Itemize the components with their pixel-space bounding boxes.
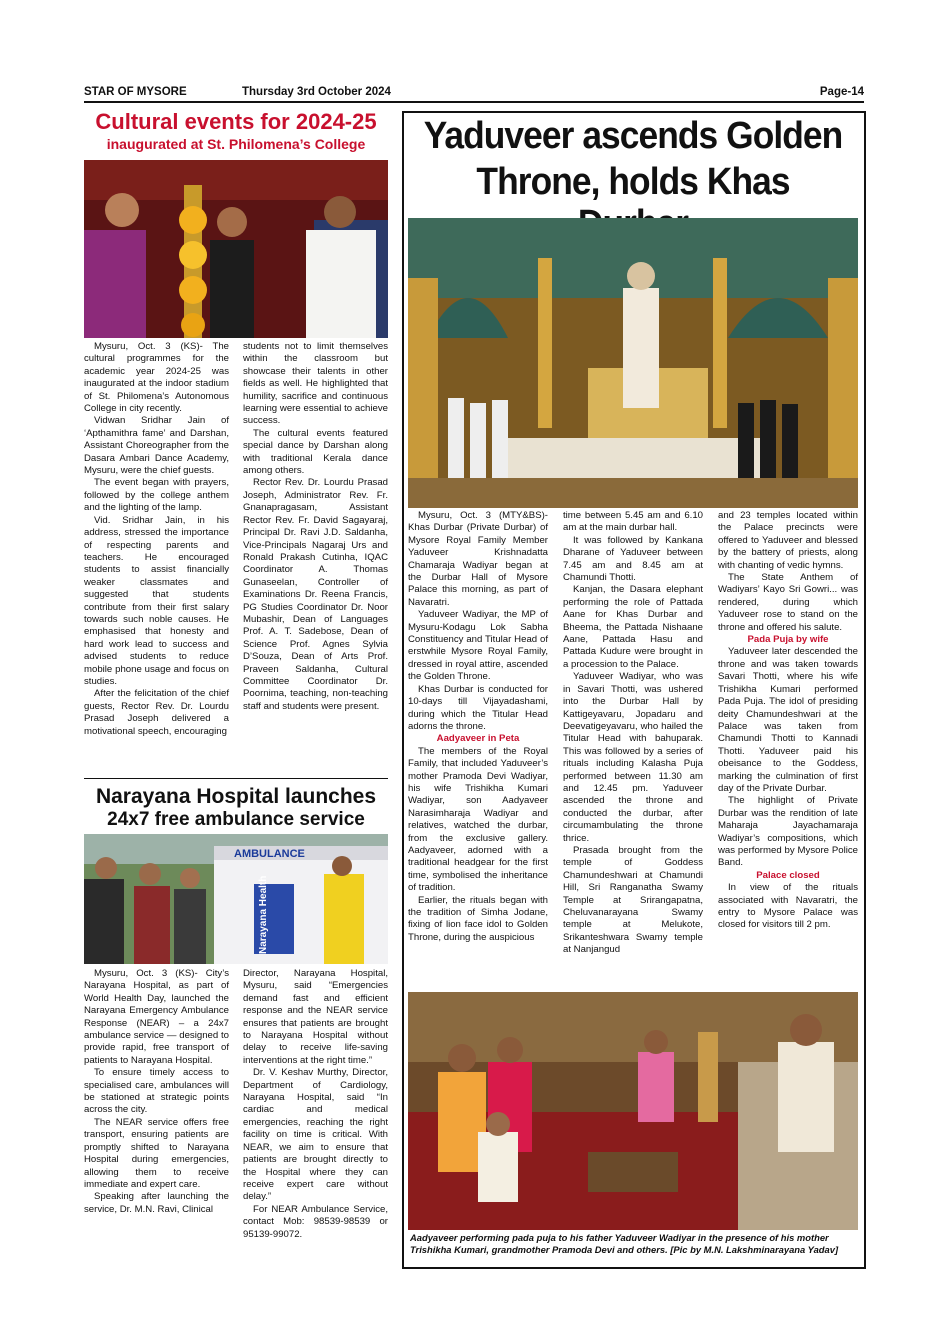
story1-col2 bbox=[243, 341, 388, 713]
subhead-palace-closed: Palace closed bbox=[756, 869, 820, 881]
story1-subhead: inaugurated at St. Philomena’s College bbox=[106, 136, 366, 152]
paragraph: Mysuru, Oct. 3 (MTY&BS)- Khas Durbar (Private Durbar) of Mysore Royal Family Member Yaduveer Krishnadatta Chamaraja Wadiyar began at the Durbar Hall of Mysore Palace this morning, as part of Navaratri. bbox=[408, 510, 548, 608]
paragraph: students not to limit themselves within the classroom but showcase their talents in other fields as well. He highlighted that humility, sacrifice and continuous learning were essential to achieve success. bbox=[243, 341, 388, 427]
story3-col3 bbox=[718, 510, 858, 932]
story1-photo bbox=[84, 160, 388, 338]
story3-headline-line2: Throne, holds Khas bbox=[476, 161, 790, 203]
paragraph: To ensure timely access to specialised care, ambulances will be stationed at strategic points across the city. bbox=[84, 1067, 229, 1116]
paragraph: Director, Narayana Hospital, Mysuru, said “Emergencies demand fast and efficient response and the NEAR service ensures that patients are brought to Narayana Hospital without delay to receive life-saving interventions at the right time.” bbox=[243, 968, 388, 1066]
paragraph: Mysuru, Oct. 3 (KS)- The cultural programmes for the academic year 2024-25 was inaugurated at the indoor stadium of St. Philomena’s Autonomous College in city recently. bbox=[84, 341, 229, 415]
story1-col1 bbox=[84, 341, 229, 738]
page-number: Page-14 bbox=[819, 86, 864, 98]
van-brand-text: Narayana Health bbox=[258, 875, 269, 954]
paragraph: For NEAR Ambulance Service, contact Mob: 98539-98539 or 95139-99072. bbox=[243, 1203, 388, 1240]
paragraph: The cultural events featured special dance by Darshan along with traditional Kerala dance among others. bbox=[243, 427, 388, 477]
paragraph: Dr. V. Keshav Murthy, Director, Department of Cardiology, Narayana Hospital, said “In cardiac and medical emergencies, reaching the right facility on time is critical. With NEAR, we aim to ensure that patients are brought directly to the Hospital where they can receive expert care without delay.” bbox=[243, 1067, 388, 1203]
paragraph: Yaduveer Wadiyar, the MP of Mysuru-Kodagu Lok Sabha Constituency and Titular Head of erstwhile Mysore Royal Family, dressed in royal attire, ascended the Golden Throne. bbox=[408, 609, 548, 683]
subhead-aadyaveer: Aadyaveer in Peta bbox=[436, 733, 520, 745]
paragraph: The event began with prayers, followed by the college anthem and the lighting of the lamp. bbox=[84, 477, 229, 514]
story-divider bbox=[84, 778, 388, 779]
story2-col1 bbox=[84, 968, 229, 1216]
story2-col2 bbox=[243, 968, 388, 1241]
paragraph: Prasada brought from the temple of Goddess Chamundeshwari at Chamundi Hill, Sri Ranganatha Swamy Temple at Srirangapatna, Cheluvanarayana Swamy temple at Melukote, Srikanteshwara Swamy temple at Nanjangud bbox=[563, 844, 703, 956]
story3-col1 bbox=[408, 510, 548, 944]
story3-caption: Aadyaveer performing pada puja to his father Yaduveer Wadiyar in the presence of his mother Trishikha Kumari, grandmother Pramoda Devi and others. [Pic by M.N. Lakshminarayana Yadav] bbox=[410, 1232, 839, 1255]
paragraph: In view of the rituals associated with Navaratri, the entry to Mysore Palace was closed for visitors till 2 pm. bbox=[718, 882, 858, 931]
subhead-pada-puja: Pada Puja by wife bbox=[747, 634, 829, 646]
paragraph: Yaduveer later descended the throne and was taken towards Savari Thotti, where his wife Trishikha Kumari performed Pada Puja. The idol of presiding deity Chamundeshwari at the Palace was taken from Chamundi Thotti to Kannadi Thotti. Yaduveer paid his obeisance to the Goddess, marking the culmination of first day of the Private Durbar. bbox=[718, 646, 858, 794]
story2-photo bbox=[84, 834, 388, 964]
paragraph: Speaking after launching the service, Dr. M.N. Ravi, Clinical bbox=[84, 1191, 229, 1215]
story3-photo-pada-puja bbox=[408, 992, 858, 1230]
paragraph: Earlier, the rituals began with the tradition of Simha Jodane, fixing of lion face idol to Golden Throne, during the auspicious bbox=[408, 894, 548, 943]
story3-photo-throne bbox=[408, 218, 858, 508]
story3-headline-line1: Yaduveer ascends Golden bbox=[423, 115, 843, 157]
paragraph: Rector Rev. Dr. Lourdu Prasad Joseph, Administrator Rev. Fr. Gnanapragasam, Assistant Rector Rev. Fr. David Sagayaraj, Principal Dr. Ravi J.D. Saldanha, Vice-Principals Nagaraj Urs and Ronald Prakash Cutinha, IQAC Coordinator A. Thomas Gunaseelan, Controller of Examinations Dr. Reena Francis, PG Studies Coordinator Dr. Noor Mubashir, Dean of Languages Prof. A. T. Sadebose, Dean of Science Prof. Agnes Sylvia D’Souza, Dean of Arts Prof. Praveen Saldanha, Cultural Committee Coordinator Dr. Poornima, teaching, non-teaching staff and students were present. bbox=[243, 477, 388, 712]
story2-subhead: 24x7 free ambulance service bbox=[107, 809, 365, 830]
paragraph: Vid. Sridhar Jain, in his address, stressed the importance of respecting parents and teachers. He encouraged students to assist financially weaker classmates and suggested that students contribute from their first salary towards such noble causes. He emphasised that honesty and hard work lead to success and advised students to reduce mobile phone usage and focus on studies. bbox=[84, 514, 229, 687]
paragraph: Yaduveer Wadiyar, who was in Savari Thotti, was ushered into the Durbar Hall by Kattigeyavaru, Jopadaru and Deevatigeyavaru, who hailed the Titular Head with bahuparak. This was followed by a series of rituals including Kalasha Puja performed between 11.30 am and 12.45 pm. Yaduveer ascended the throne and conducted the durbar, after circumambulating the throne thrice. bbox=[563, 671, 703, 844]
paragraph: and 23 temples located within the Palace precincts were offered to Yaduveer and blessed by the battery of priests, along with chanting of vedic hymns. bbox=[718, 510, 858, 571]
story1-headline: Cultural events for 2024-25 bbox=[95, 109, 377, 134]
paragraph: time between 5.45 am and 6.10 am at the main durbar hall. bbox=[563, 510, 703, 534]
paragraph: Khas Durbar is conducted for 10-days till Vijayadashami, during which the Titular Head adorns the throne. bbox=[408, 683, 548, 732]
van-ambulance-text: AMBULANCE bbox=[234, 848, 305, 860]
paragraph: The highlight of Private Durbar was the rendition of late Maharaja Jayachamaraja Wadiyar’s compositions, which was performed by Mysore Police Band. bbox=[718, 795, 858, 869]
story2-headline: Narayana Hospital launches bbox=[95, 785, 377, 808]
story3-col2 bbox=[563, 510, 703, 957]
paragraph: It was followed by Kankana Dharane of Yaduveer between 7.45 am and 8.45 am at Chamundi Thotti. bbox=[563, 534, 703, 584]
issue-date: Thursday 3rd October 2024 bbox=[242, 86, 391, 98]
paragraph: Vidwan Sridhar Jain of ‘Apthamithra fame’ and Darshan, Assistant Choreographer from the Dasara Ambari Dance Academy, Mysuru, were the chief guests. bbox=[84, 415, 229, 477]
paragraph: Kanjan, the Dasara elephant performing the role of Pattada Aane for Khas Durbar and Bheema, the Pattada Nishaane Aane, Pattada Hasu and Pattada Kudure were brought in a procession to the Palace. bbox=[563, 584, 703, 670]
masthead bbox=[84, 84, 864, 100]
paragraph: After the felicitation of the chief guests, Rector Rev. Dr. Lourdu Prasad Joseph delivered a motivational speech, encouraging bbox=[84, 688, 229, 737]
paragraph: The NEAR service offers free transport, ensuring patients are promptly shifted to Narayana Hospital during emergencies, allowing them to receive immediate and expert care. bbox=[84, 1116, 229, 1190]
paper-name: STAR OF MYSORE bbox=[84, 86, 187, 98]
paragraph: Mysuru, Oct. 3 (KS)- City’s Narayana Hospital, as part of World Health Day, launched the Narayana Emergency Ambulance Response (NEAR) – a 24x7 ambulance service — designed to provide rapid, free transport of patients to Narayana Hospital. bbox=[84, 968, 229, 1066]
masthead-rule bbox=[84, 101, 864, 103]
paragraph: The members of the Royal Family, that included Yaduveer’s mother Pramoda Devi Wadiyar, his wife Trishikha Kumari Wadiyar, son Aadyaveer Narasimharaja Wadiyar and relatives, watched the durbar, from the exclusive gallery. Aadyaveer, adorned with a traditional headgear for the first time, symbolised the inheritance of tradition. bbox=[408, 745, 548, 894]
paragraph: The State Anthem of Wadiyars’ Kayo Sri Gowri... was rendered, during which Yaduveer rose to stand on the throne and offered his salute. bbox=[718, 572, 858, 633]
